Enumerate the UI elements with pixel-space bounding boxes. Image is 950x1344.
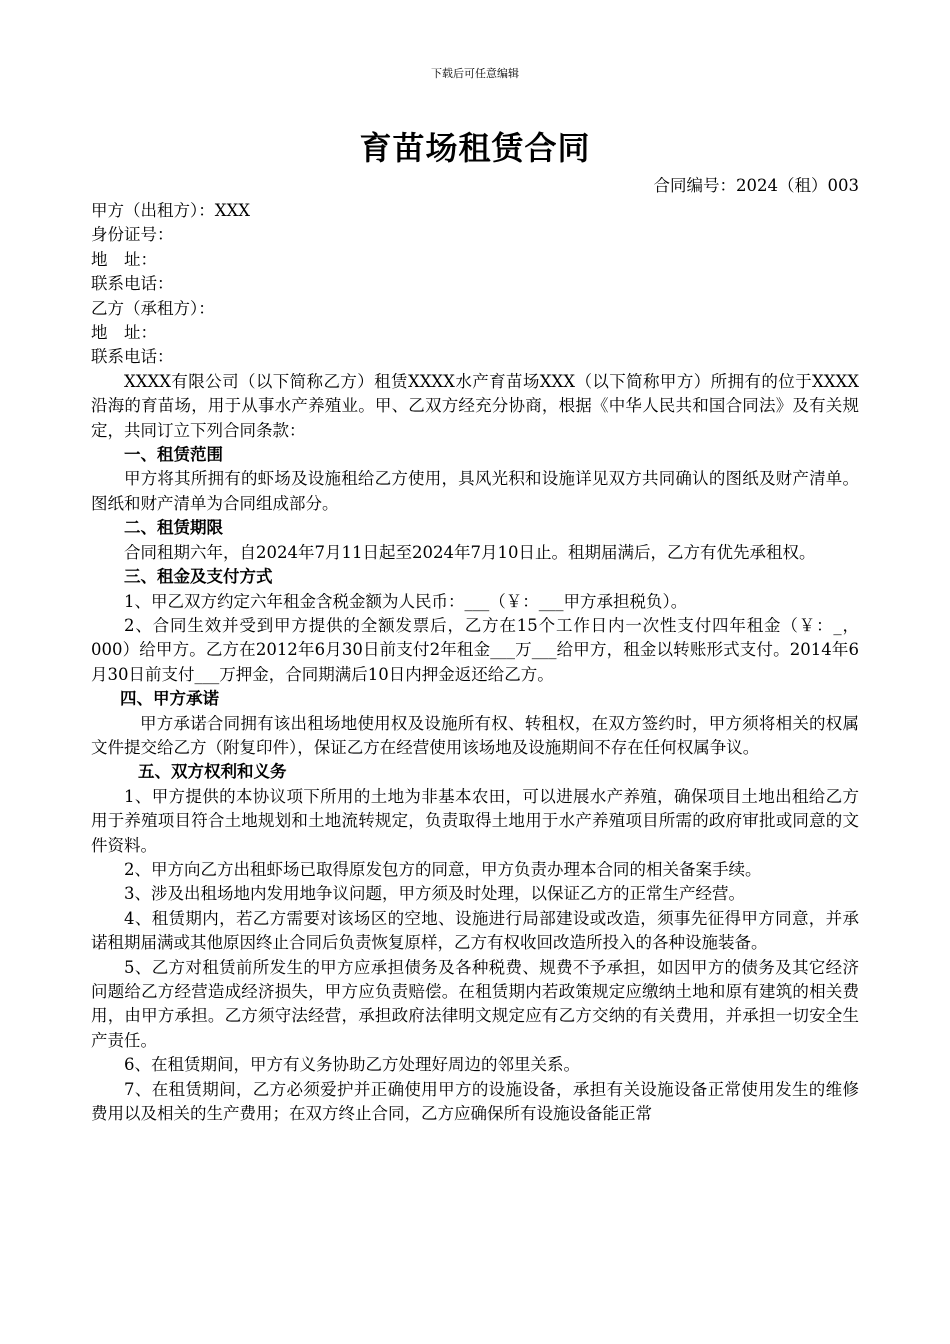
section-1-heading: 一、租赁范围 — [124, 445, 223, 465]
party-b-phone: 联系电话： — [91, 347, 174, 367]
section-3-clause-1: 1、甲乙双方约定六年租金含税金额为人民币：___（￥：___甲方承担税负）。 — [124, 591, 688, 611]
section-5-clause-3: 3、涉及出租场地内发用地争议问题，甲方须及时处理，以保证乙方的正常生产经营。 — [124, 884, 745, 904]
party-a-address: 地 址： — [91, 249, 157, 269]
section-5-clause-6: 6、在租赁期间，甲方有义务协助乙方处理好周边的邻里关系。 — [124, 1055, 580, 1075]
section-5-clause-5: 5、乙方对租赁前所发生的甲方应承担债务及各种税费、规费不予承担，如因甲方的债务及其它经济问题给乙方经营造成经济损失，甲方应负责赔偿。在租赁期内若政策规定应缴纳土地和原有建筑的相关费用，由甲方承担。乙方须守法经营，承担政府法律明文规定应有乙方交纳的有关费用，并承担一切安全生产责任。 — [91, 957, 859, 1050]
party-b-name: 乙方（承租方）： — [91, 298, 215, 318]
section-4-heading: 四、甲方承诺 — [120, 689, 219, 709]
section-1-paragraph: 甲方将其所拥有的虾场及设施租给乙方使用，具风光积和设施详见双方共同确认的图纸及财产清单。图纸和财产清单为合同组成部分。 — [91, 469, 859, 513]
section-3-heading: 三、租金及支付方式 — [124, 567, 273, 587]
contract-body — [91, 199, 859, 1126]
party-b-address: 地 址： — [91, 323, 157, 343]
section-3-clause-2: 2、合同生效并受到甲方提供的全额发票后，乙方在15个工作日内一次性支付四年租金（￥：_，000）给甲方。乙方在2012年6月30日前支付2年租金___万___给甲方，租金以转账形式支付。2014年6月30日前支付___万押金，合同期满后10日内押金返还给乙方。 — [91, 615, 859, 684]
section-5-clause-7: 7、在租赁期间，乙方必须爱护并正确使用甲方的设施设备，承担有关设施设备正常使用发生的维修费用以及相关的生产费用；在双方终止合同，乙方应确保所有设施设备能正常 — [91, 1079, 859, 1124]
section-5-heading: 五、双方权利和义务 — [138, 762, 287, 782]
section-5-clause-4: 4、租赁期内，若乙方需要对该场区的空地、设施进行局部建设或改造，须事先征得甲方同意，并承诺租期届满或其他原因终止合同后负责恢复原样，乙方有权收回改造所投入的各种设施装备。 — [91, 908, 859, 953]
section-2-heading: 二、租赁期限 — [124, 518, 223, 538]
section-5-clause-2: 2、甲方向乙方出租虾场已取得原发包方的同意，甲方负责办理本合同的相关备案手续。 — [124, 859, 762, 879]
party-a-phone: 联系电话： — [91, 274, 174, 294]
page-header-note: 下载后可任意编辑 — [431, 67, 519, 80]
section-2-paragraph: 合同租期六年，自2024年7月11日起至2024年7月10日止。租期届满后，乙方有优先承租权。 — [124, 542, 816, 562]
intro-paragraph: XXXX有限公司（以下简称乙方）租赁XXXX水产育苗场XXX（以下简称甲方）所拥有的位于XXXX沿海的育苗场，用于从事水产养殖业。甲、乙双方经充分协商，根据《中华人民共和国合同法》及有关规定，共同订立下列合同条款： — [91, 371, 859, 440]
section-4-paragraph: 甲方承诺合同拥有该出租场地使用权及设施所有权、转租权，在双方签约时，甲方须将相关的权属文件提交给乙方（附复印件），保证乙方在经营使用该场地及设施期间不存在任何权属争议。 — [91, 713, 859, 757]
party-a-name: 甲方（出租方）：XXX — [91, 201, 250, 220]
document-title: 育苗场租赁合同 — [359, 129, 591, 167]
section-5-clause-1: 1、甲方提供的本协议项下所用的土地为非基本农田，可以进展水产养殖，确保项目土地出租给乙方用于养殖项目符合土地规划和土地流转规定，负责取得土地用于水产养殖项目所需的政府审批或同意的文件资料。 — [91, 786, 859, 855]
party-a-id-number: 身份证号： — [91, 225, 174, 245]
contract-number: 合同编号：2024（租）003 — [653, 176, 859, 195]
